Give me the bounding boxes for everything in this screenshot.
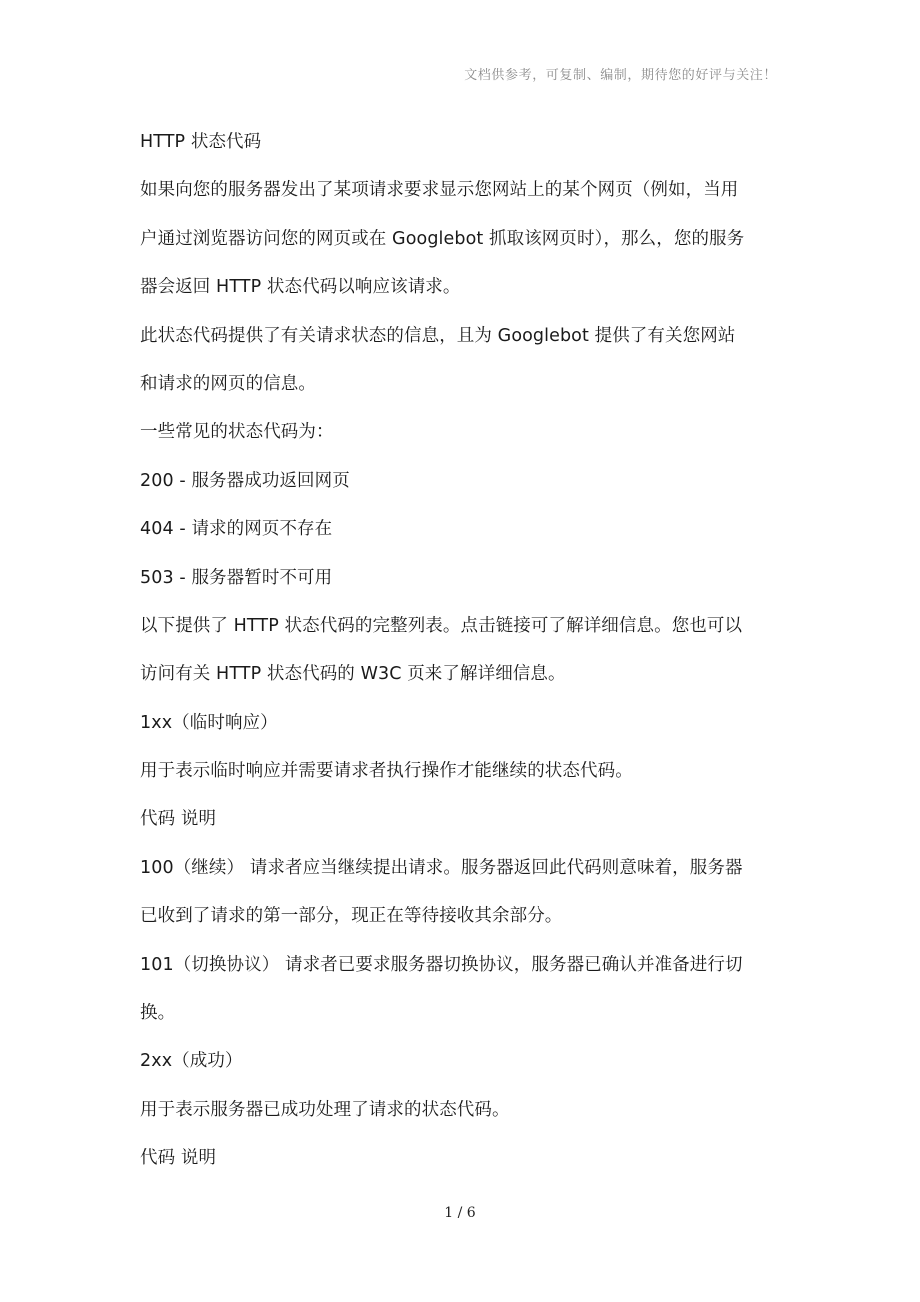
- code-entry-line: 100（继续） 请求者应当继续提出请求。服务器返回此代码则意味着，服务器: [140, 857, 743, 878]
- paragraph-line: 和请求的网页的信息。: [140, 373, 316, 394]
- doc-title: HTTP 状态代码: [140, 132, 262, 152]
- paragraph-line: 此状态代码提供了有关请求状态的信息，且为 Googlebot 提供了有关您网站: [140, 325, 736, 346]
- status-code-line: 404 - 请求的网页不存在: [140, 519, 333, 540]
- code-entry-line: 换。: [140, 1003, 176, 1024]
- paragraph-line: 器会返回 HTTP 状态代码以响应该请求。: [140, 277, 461, 298]
- status-code-line: 200 - 服务器成功返回网页: [140, 470, 350, 491]
- page-number: 1 / 6: [444, 1205, 476, 1221]
- section-heading: 1xx（临时响应）: [140, 712, 278, 733]
- paragraph-line: 户通过浏览器访问您的网页或在 Googlebot 抓取该网页时），那么，您的服务: [140, 228, 745, 249]
- code-entry-line: 已收到了请求的第一部分，现正在等待接收其余部分。: [140, 906, 563, 927]
- table-header: 代码 说明: [140, 809, 217, 830]
- document-body: [140, 118, 782, 1183]
- status-code-line: 503 - 服务器暂时不可用: [140, 567, 333, 588]
- paragraph-line: 一些常见的状态代码为：: [140, 422, 334, 443]
- paragraph-line: 用于表示临时响应并需要请求者执行操作才能继续的状态代码。: [140, 761, 633, 782]
- paragraph-line: 以下提供了 HTTP 状态代码的完整列表。点击链接可了解详细信息。您也可以: [140, 615, 743, 636]
- section-heading: 2xx（成功）: [140, 1051, 243, 1072]
- table-header: 代码 说明: [140, 1148, 217, 1169]
- header-note: 文档供参考，可复制、编制，期待您的好评与关注！: [464, 68, 777, 83]
- paragraph-line: 用于表示服务器已成功处理了请求的状态代码。: [140, 1099, 510, 1120]
- code-entry-line: 101（切换协议） 请求者已要求服务器切换协议，服务器已确认并准备进行切: [140, 954, 743, 975]
- paragraph-line: 如果向您的服务器发出了某项请求要求显示您网站上的某个网页（例如，当用: [140, 180, 739, 201]
- paragraph-line: 访问有关 HTTP 状态代码的 W3C 页来了解详细信息。: [140, 664, 566, 685]
